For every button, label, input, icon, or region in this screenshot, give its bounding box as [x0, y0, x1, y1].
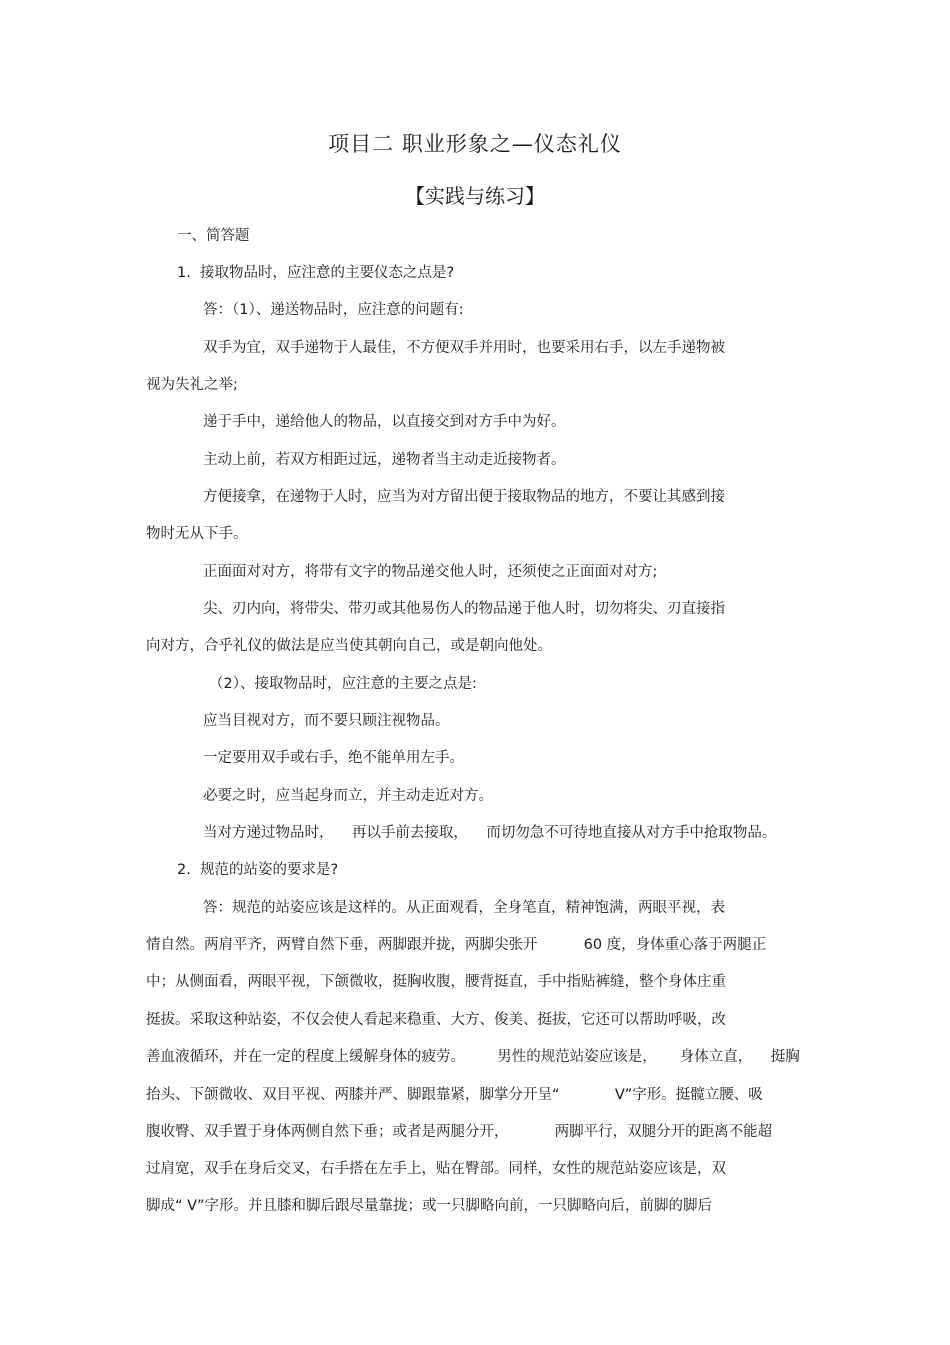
question-2: 2. 规范的站姿的要求是?: [177, 862, 339, 878]
paragraph-line: 善血液循环，并在一定的程度上缓解身体的疲劳。 男性的规范站姿应该是， 身体立直， 挺胸: [146, 1049, 800, 1065]
paragraph-line: 主动上前，若双方相距过远，递物者当主动走近接物者。: [203, 452, 566, 468]
page-title: 项目二 职业形象之—仪态礼仪: [328, 132, 622, 156]
paragraph-line: 视为失礼之举;: [146, 377, 238, 393]
paragraph-line: 当对方递过物品时， 再以手前去接取， 而切勿急不可待地直接从对方手中抢取物品。: [203, 825, 777, 841]
paragraph-line: 应当目视对方，而不要只顾注视物品。: [203, 713, 450, 729]
paragraph-line: 腹收臀、双手置于身体两侧自然下垂；或者是两腿分开， 两脚平行，双腿分开的距离不能超: [146, 1124, 773, 1140]
answer-line: （2）、接取物品时，应注意的主要之点是:: [209, 676, 477, 692]
answer-line: 答：（1）、递送物品时，应注意的问题有:: [203, 302, 464, 318]
paragraph-line: 正面面对对方，将带有文字的物品递交他人时，还须使之正面面对对方;: [203, 564, 658, 580]
paragraph-line: 物时无从下手。: [146, 526, 248, 542]
paragraph-line: 尖、刃内向，将带尖、带刃或其他易伤人的物品递于他人时，切勿将尖、刃直接指: [203, 601, 725, 617]
paragraph-line: 脚成“ V”字形。并且膝和脚后跟尽量靠拢；或一只脚略向前，一只脚略向后，前脚的脚后: [146, 1198, 713, 1214]
paragraph-line: 递于手中，递给他人的物品，以直接交到对方手中为好。: [203, 414, 566, 430]
section-label: 一、简答题: [177, 228, 250, 244]
paragraph-line: 一定要用双手或右手，绝不能单用左手。: [203, 750, 464, 766]
paragraph-line: 过肩宽，双手在身后交叉，右手搭在左手上，贴在臀部。同样，女性的规范站姿应该是，双: [146, 1161, 726, 1177]
paragraph-line: 情自然。两肩平齐，两臂自然下垂，两脚跟并拢，两脚尖张开 60 度，身体重心落于两腿正: [146, 937, 767, 953]
answer-line: 答：规范的站姿应该是这样的。从正面观看，全身笔直，精神饱满，两眼平视，表: [203, 900, 725, 916]
paragraph-line: 双手为宜，双手递物于人最佳，不方便双手并用时，也要采用右手，以左手递物被: [203, 340, 725, 356]
question-1: 1. 接取物品时，应注意的主要仪态之点是?: [177, 265, 455, 281]
section-heading: 【实践与练习】: [405, 184, 545, 208]
paragraph-line: 挺拔。采取这种站姿，不仅会使人看起来稳重、大方、俊美、挺拔，它还可以帮助呼吸，改: [146, 1012, 726, 1028]
paragraph-line: 抬头、下颌微收、双目平视、两膝并严、脚跟靠紧，脚掌分开呈“ V”字形。挺髋立腰、吸: [146, 1087, 763, 1103]
paragraph-line: 方便接拿，在递物于人时，应当为对方留出便于接取物品的地方，不要让其感到接: [203, 489, 725, 505]
paragraph-line: 必要之时，应当起身而立，并主动走近对方。: [203, 788, 493, 804]
paragraph-line: 中；从侧面看，两眼平视，下颌微收，挺胸收腹，腰背挺直，手中指贴裤缝，整个身体庄重: [146, 974, 726, 990]
paragraph-line: 向对方，合乎礼仪的做法是应当使其朝向自己，或是朝向他处。: [146, 638, 552, 654]
